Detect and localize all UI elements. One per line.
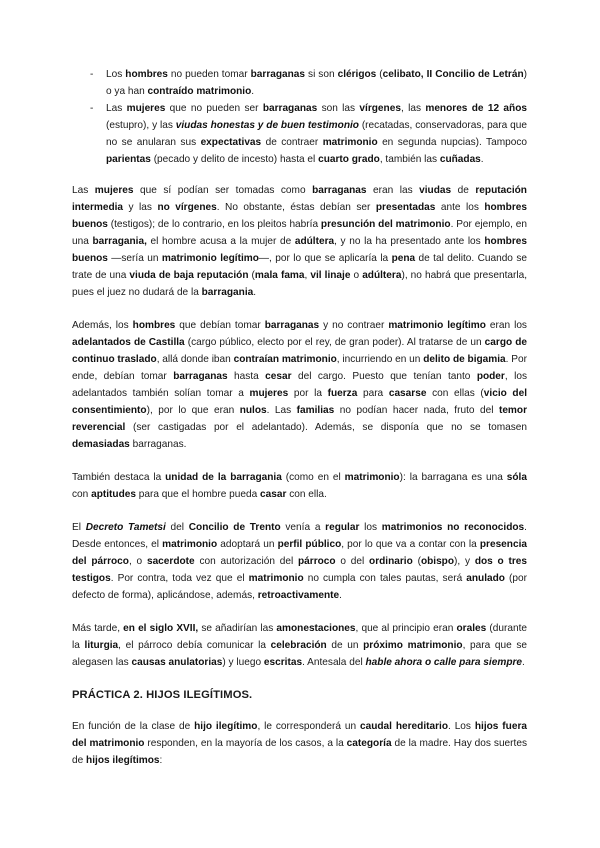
text-run: y las xyxy=(123,202,158,213)
emphasis-bold: delito de bigamia xyxy=(423,354,506,365)
emphasis-bold: barraganas xyxy=(264,320,320,331)
emphasis-bold: presunción del matrimonio xyxy=(320,219,451,230)
emphasis-bold: anulado xyxy=(466,573,505,584)
text-run: responden, en la mayoría de los casos, a la xyxy=(144,738,347,749)
emphasis-bold: cuarto grado xyxy=(318,154,380,165)
section-heading: PRÁCTICA 2. HIJOS ILEGÍTIMOS. xyxy=(72,689,253,701)
text-run: , allá donde iban xyxy=(156,354,234,365)
emphasis-bold-italic: viudas honestas y de buen testimonio xyxy=(175,120,359,131)
emphasis-bold: familias xyxy=(296,405,335,416)
text-run: son las xyxy=(317,103,360,114)
emphasis-bold: hijos ilegítimos xyxy=(86,755,160,766)
emphasis-bold: mala fama xyxy=(254,270,305,281)
text-run: ( xyxy=(376,69,383,80)
text-run: . Antesala del xyxy=(302,657,366,668)
emphasis-bold: unidad de la barragania xyxy=(165,472,282,483)
emphasis-bold: casar xyxy=(260,489,287,500)
text-run: : xyxy=(159,755,163,766)
emphasis-bold: cargo de continuo traslado xyxy=(72,337,527,365)
bullet-dash: - xyxy=(90,103,94,114)
text-run: los xyxy=(359,522,382,533)
emphasis-bold: parientas xyxy=(106,154,151,165)
emphasis-bold: hombres xyxy=(132,320,176,331)
text-run: ), por lo que eran xyxy=(146,405,240,416)
emphasis-bold: fuerza xyxy=(327,388,358,399)
text-run: , el párroco debía comunicar la xyxy=(118,640,271,651)
bullet-dash: - xyxy=(90,69,94,80)
text-run: ( xyxy=(412,556,421,567)
text-run: Las xyxy=(72,185,95,196)
list-item xyxy=(72,100,527,168)
emphasis-bold: matrimonio xyxy=(322,137,378,148)
text-run: . No obstante, éstas debían ser xyxy=(216,202,376,213)
emphasis-bold: hijos fuera del matrimonio xyxy=(72,721,527,749)
emphasis-bold: liturgia xyxy=(84,640,119,651)
paragraph-mujeres-barraganas xyxy=(72,182,527,301)
text-run: El xyxy=(72,522,86,533)
text-run: que debían tomar xyxy=(175,320,265,331)
document-body xyxy=(72,66,527,785)
emphasis-bold: adúltera xyxy=(362,270,402,281)
text-run: de xyxy=(451,185,476,196)
text-run: (ser castigadas por el adelantado). Además, se disponía que no se tomasen xyxy=(125,422,527,433)
text-run: . xyxy=(253,287,257,298)
emphasis-bold: matrimonio legítimo xyxy=(388,320,486,331)
emphasis-bold: sacerdote xyxy=(146,556,195,567)
text-run: Las xyxy=(106,103,127,114)
emphasis-bold: adelantados de Castilla xyxy=(72,337,185,348)
text-run: no pueden tomar xyxy=(167,69,251,80)
emphasis-bold: matrimonio xyxy=(344,472,400,483)
text-run: con autorización del xyxy=(194,556,298,567)
emphasis-bold: cesar xyxy=(265,371,292,382)
text-run: ) o ya han xyxy=(106,69,527,97)
emphasis-bold: presentadas xyxy=(375,202,436,213)
text-run: con ellas ( xyxy=(426,388,484,399)
emphasis-bold: vírgenes xyxy=(359,103,401,114)
text-run: no cumpla con tales pautas, será xyxy=(303,573,467,584)
text-run: Más tarde, xyxy=(72,623,124,634)
emphasis-bold: orales xyxy=(456,623,487,634)
text-run: . xyxy=(522,657,525,668)
text-run: , las xyxy=(400,103,426,114)
text-run: o del xyxy=(335,556,370,567)
text-run: (testigos); de lo contrario, en los pleitos habría xyxy=(107,219,321,230)
emphasis-bold: temor reverencial xyxy=(72,405,527,433)
emphasis-bold: regular xyxy=(325,522,360,533)
restrictions-list xyxy=(72,66,527,168)
emphasis-bold: matrimonios no reconocidos xyxy=(381,522,525,533)
text-run: ) y luego xyxy=(222,657,264,668)
emphasis-bold: escritas xyxy=(263,657,303,668)
paragraph-adelantados xyxy=(72,317,527,453)
text-run: venía a xyxy=(280,522,326,533)
emphasis-bold: amonestaciones xyxy=(276,623,356,634)
text-run: con ella. xyxy=(286,489,327,500)
text-run: Además, los xyxy=(72,320,133,331)
text-run: , y no la ha presentado ante los xyxy=(334,236,485,247)
text-run: no podían hacer nada, fruto del xyxy=(334,405,499,416)
text-run: (estupro), y las xyxy=(106,120,176,131)
text-run: , que al principio eran xyxy=(355,623,457,634)
emphasis-bold: poder xyxy=(476,371,505,382)
emphasis-bold: ordinario xyxy=(369,556,413,567)
emphasis-bold: barragania, xyxy=(92,236,147,247)
emphasis-bold: barraganas xyxy=(173,371,228,382)
text-run: En función de la clase de xyxy=(72,721,195,732)
text-run: adoptará un xyxy=(217,539,278,550)
text-run: de la madre. Hay dos suertes de xyxy=(72,738,527,766)
emphasis-bold: retroactivamente xyxy=(257,590,340,601)
text-run: . Por ende, debían tomar xyxy=(72,354,527,382)
emphasis-bold: próximo matrimonio xyxy=(363,640,463,651)
text-run: . Por contra, toda vez que el xyxy=(110,573,249,584)
text-run: , los adelantados también solían tomar a xyxy=(72,371,527,399)
emphasis-bold: dos o tres testigos xyxy=(72,556,528,584)
emphasis-bold: nulos xyxy=(239,405,267,416)
paragraph-decreto-tametsi xyxy=(72,519,527,604)
emphasis-bold: viuda de baja reputación xyxy=(129,270,249,281)
emphasis-bold: en el siglo XVII, xyxy=(123,623,199,634)
emphasis-bold: barraganas xyxy=(262,103,318,114)
text-run: . xyxy=(251,86,255,97)
text-run: —sería un xyxy=(107,253,162,264)
text-run: hasta xyxy=(227,371,266,382)
text-run: —, por lo que se aplicaría la xyxy=(258,253,392,264)
text-run: en segunda nupcias). Tampoco xyxy=(377,137,528,148)
text-run: ante los xyxy=(435,202,485,213)
text-run: por la xyxy=(288,388,328,399)
emphasis-bold: viudas xyxy=(419,185,452,196)
text-run: (como en el xyxy=(281,472,345,483)
text-run: de contraer xyxy=(261,137,323,148)
text-run: . Por ejemplo, en una xyxy=(72,219,527,247)
text-run: . Los xyxy=(448,721,475,732)
text-run: si son xyxy=(305,69,338,80)
text-run: se añadirían las xyxy=(198,623,277,634)
text-run: de un xyxy=(326,640,364,651)
emphasis-bold: matrimonio xyxy=(162,539,218,550)
emphasis-bold: adúltera xyxy=(294,236,335,247)
emphasis-bold: matrimonio xyxy=(248,573,304,584)
emphasis-bold: vil linaje xyxy=(310,270,351,281)
text-run: para xyxy=(357,388,389,399)
text-run: para que el hombre pueda xyxy=(135,489,260,500)
text-run: del cargo. Puesto que tenían tanto xyxy=(291,371,477,382)
emphasis-bold: barragania xyxy=(201,287,254,298)
list-item-text xyxy=(106,69,527,97)
emphasis-bold: mujeres xyxy=(249,388,289,399)
text-run: También destaca la xyxy=(72,472,166,483)
emphasis-bold: hombres buenos xyxy=(72,202,527,230)
text-run: , xyxy=(304,270,311,281)
emphasis-bold: Concilio de Trento xyxy=(188,522,281,533)
emphasis-bold: hombres buenos xyxy=(72,236,527,264)
emphasis-bold: barraganas xyxy=(250,69,306,80)
emphasis-bold-italic: Decreto Tametsi xyxy=(85,522,166,533)
emphasis-bold: presencia del párroco xyxy=(72,539,527,567)
emphasis-bold: obispo xyxy=(420,556,455,567)
emphasis-bold: perfil público xyxy=(277,539,342,550)
text-run: . xyxy=(339,590,342,601)
text-run: . Desde entonces, el xyxy=(72,522,527,550)
emphasis-bold: cuñadas xyxy=(439,154,481,165)
emphasis-bold: no vírgenes xyxy=(157,202,217,213)
list-item-text xyxy=(106,103,527,165)
emphasis-bold: hombres xyxy=(125,69,168,80)
text-run: , también las xyxy=(379,154,440,165)
text-run: , le corresponderá un xyxy=(257,721,360,732)
text-run: , por lo que va a contar con la xyxy=(341,539,480,550)
text-run: de tal delito. Cuando se trate de una xyxy=(72,253,527,281)
text-run: , o xyxy=(128,556,147,567)
emphasis-bold: reputación intermedia xyxy=(72,185,527,213)
text-run: con xyxy=(72,489,92,500)
list-item xyxy=(72,66,527,100)
text-run: , incurriendo en un xyxy=(336,354,424,365)
text-run: que sí podían ser tomadas como xyxy=(133,185,313,196)
text-run: , para que se alegasen las xyxy=(72,640,528,668)
paragraph-unidad-barragania xyxy=(72,469,527,503)
text-run: eran las xyxy=(366,185,420,196)
emphasis-bold: caudal hereditario xyxy=(359,721,448,732)
emphasis-bold: matrimonio legítimo xyxy=(161,253,259,264)
emphasis-bold: contraían matrimonio xyxy=(233,354,337,365)
emphasis-bold: hijo ilegítimo xyxy=(194,721,258,732)
emphasis-bold: mujeres xyxy=(126,103,166,114)
text-run: ): la barragana es una xyxy=(399,472,507,483)
emphasis-bold: causas anulatorias xyxy=(131,657,223,668)
emphasis-bold: contraído matrimonio xyxy=(147,86,252,97)
text-run: (por defecto de forma), aplicándose, además, xyxy=(72,573,527,601)
emphasis-bold: celebración xyxy=(270,640,327,651)
emphasis-bold: menores de 12 años xyxy=(425,103,527,114)
text-run: (cargo público, electo por el rey, de gran poder). Al tratarse de un xyxy=(184,337,485,348)
text-run: y no contraer xyxy=(319,320,389,331)
emphasis-bold: vicio del consentimiento xyxy=(72,388,528,416)
emphasis-bold: aptitudes xyxy=(91,489,136,500)
paragraph-hijos-ilegitimos xyxy=(72,718,527,769)
text-run: (recatadas, conservadoras, para que no se anularan sus xyxy=(106,120,527,148)
emphasis-bold: sóla xyxy=(506,472,527,483)
text-run: ( xyxy=(248,270,255,281)
emphasis-bold: barraganas xyxy=(312,185,367,196)
text-run: Los xyxy=(106,69,126,80)
emphasis-bold: expectativas xyxy=(200,137,262,148)
emphasis-bold: casarse xyxy=(388,388,427,399)
text-run: el hombre acusa a la mujer de xyxy=(146,236,295,247)
text-run: del xyxy=(165,522,189,533)
text-run: que no pueden ser xyxy=(165,103,263,114)
text-run: . xyxy=(480,154,484,165)
text-run: barraganas. xyxy=(129,439,187,450)
emphasis-bold: mujeres xyxy=(94,185,134,196)
text-run: ), no habrá que presentarla, pues el juez no dudará de la xyxy=(72,270,528,298)
emphasis-bold: párroco xyxy=(297,556,336,567)
text-run: . Las xyxy=(266,405,297,416)
emphasis-bold: pena xyxy=(391,253,416,264)
paragraph-amonestaciones xyxy=(72,620,527,671)
emphasis-bold-italic: hable ahora o calle para siempre xyxy=(365,657,523,668)
emphasis-bold: celibato, II Concilio de Letrán xyxy=(382,69,524,80)
text-run: o xyxy=(350,270,363,281)
text-run: eran los xyxy=(485,320,527,331)
text-run: (pecado y delito de incesto) hasta el xyxy=(150,154,319,165)
emphasis-bold: clérigos xyxy=(337,69,377,80)
emphasis-bold: demasiadas xyxy=(72,439,130,450)
emphasis-bold: categoría xyxy=(346,738,392,749)
text-run: (durante la xyxy=(72,623,527,651)
text-run: ), y xyxy=(454,556,475,567)
